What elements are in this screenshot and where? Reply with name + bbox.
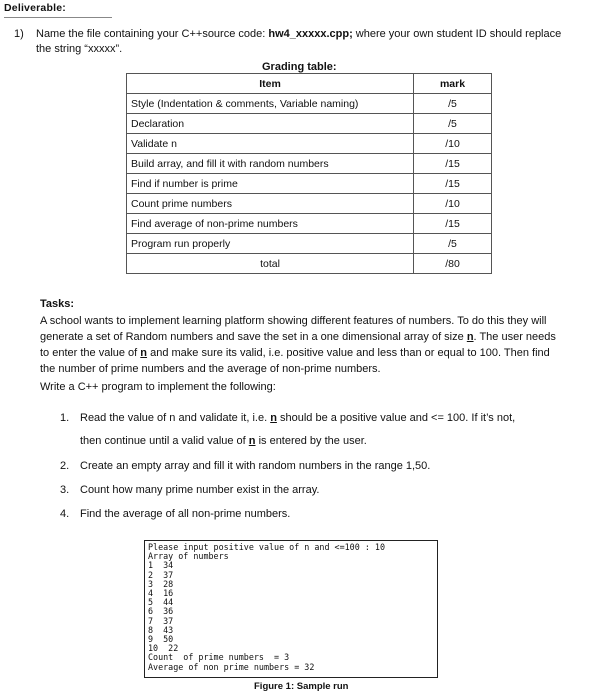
table-row [127, 94, 492, 114]
row-mark: /5 [414, 234, 492, 254]
console-line: Please input positive value of n and <=100 : 10 [148, 542, 385, 552]
table-row [127, 214, 492, 234]
console-line: 9 50 [148, 634, 174, 645]
row-item: Count prime numbers [127, 194, 414, 214]
list-number: 4. [60, 508, 70, 520]
item-number: 1) [14, 28, 24, 40]
row-mark: /5 [414, 94, 492, 114]
item-text-after: where your own student ID should replace the string “xxxxx”. [36, 28, 562, 55]
console-line: 6 36 [148, 606, 174, 617]
row-mark: /15 [414, 154, 492, 174]
deliverable-heading: Deliverable: [4, 2, 112, 18]
sample-run-console [144, 540, 438, 678]
list-text: Create an empty array and fill it with random numbers in the range 1,50. [80, 460, 431, 472]
console-line: 10 22 [148, 643, 179, 654]
grading-table [126, 73, 492, 274]
total-label: total [127, 254, 414, 274]
desc-n: n [140, 347, 148, 359]
table-row [127, 194, 492, 214]
console-line: 8 43 [148, 624, 174, 635]
desc-part: . The user needs to enter the value of [40, 331, 556, 359]
console-line: 4 16 [148, 588, 174, 599]
console-line: Count of prime numbers = 3 [148, 652, 290, 663]
row-mark: /10 [414, 194, 492, 214]
console-line: 5 44 [148, 597, 174, 608]
row-item: Build array, and fill it with random numbers [127, 154, 414, 174]
header-item: Item [127, 74, 414, 94]
console-line: Array of numbers [148, 551, 229, 562]
item-filename: hw4_xxxxx.cpp; [268, 28, 353, 40]
table-row [127, 174, 492, 194]
console-line: 1 34 [148, 560, 174, 571]
row-item: Find if number is prime [127, 174, 414, 194]
row-item: Style (Indentation & comments, Variable naming) [127, 94, 414, 114]
total-mark: /80 [414, 254, 492, 274]
figure-caption: Figure 1: Sample run [254, 681, 349, 692]
list-number: 2. [60, 460, 70, 472]
tasks-description [40, 313, 568, 377]
console-line: Average of non prime numbers = 32 [148, 661, 315, 672]
row-item: Declaration [127, 114, 414, 134]
grading-table-title: Grading table: [262, 61, 337, 73]
list-text: Count how many prime number exist in the array. [80, 484, 320, 496]
table-total-row [127, 254, 492, 274]
row-item: Find average of non-prime numbers [127, 214, 414, 234]
console-line: 7 37 [148, 615, 174, 626]
row-mark: /5 [414, 114, 492, 134]
desc-part: A school wants to implement learning platform showing different features of numbers. To do this they will generate a set of Random numbers and save the set in a one dimensional array of size [40, 315, 547, 343]
table-row [127, 234, 492, 254]
console-line: 3 28 [148, 578, 174, 589]
list-text: Find the average of all non-prime numbers. [80, 508, 291, 520]
item-text [36, 27, 566, 57]
list-text: then continue until a valid value of n is entered by the user. [80, 435, 367, 447]
table-row [127, 154, 492, 174]
row-mark: /10 [414, 134, 492, 154]
header-mark: mark [414, 74, 492, 94]
desc-n: n [466, 331, 474, 343]
item-text-before: Name the file containing your C++source code: [36, 28, 269, 40]
table-header-row [127, 74, 492, 94]
row-mark: /15 [414, 214, 492, 234]
console-line: 2 37 [148, 569, 174, 580]
list-text: Read the value of n and validate it, i.e. n should be a positive value and <= 100. If it’s not, [80, 412, 516, 424]
row-item: Validate n [127, 134, 414, 154]
row-item: Program run properly [127, 234, 414, 254]
list-number: 3. [60, 484, 70, 496]
list-number: 1. [60, 412, 70, 424]
write-instruction: Write a C++ program to implement the following: [40, 381, 276, 393]
table-row [127, 114, 492, 134]
table-row [127, 134, 492, 154]
tasks-heading: Tasks: [40, 298, 75, 310]
desc-part: and make sure its valid, i.e. positive value and less than or equal to 100. Then find the number of prime numbers and the average of non-prime numbers. [40, 347, 550, 375]
row-mark: /15 [414, 174, 492, 194]
